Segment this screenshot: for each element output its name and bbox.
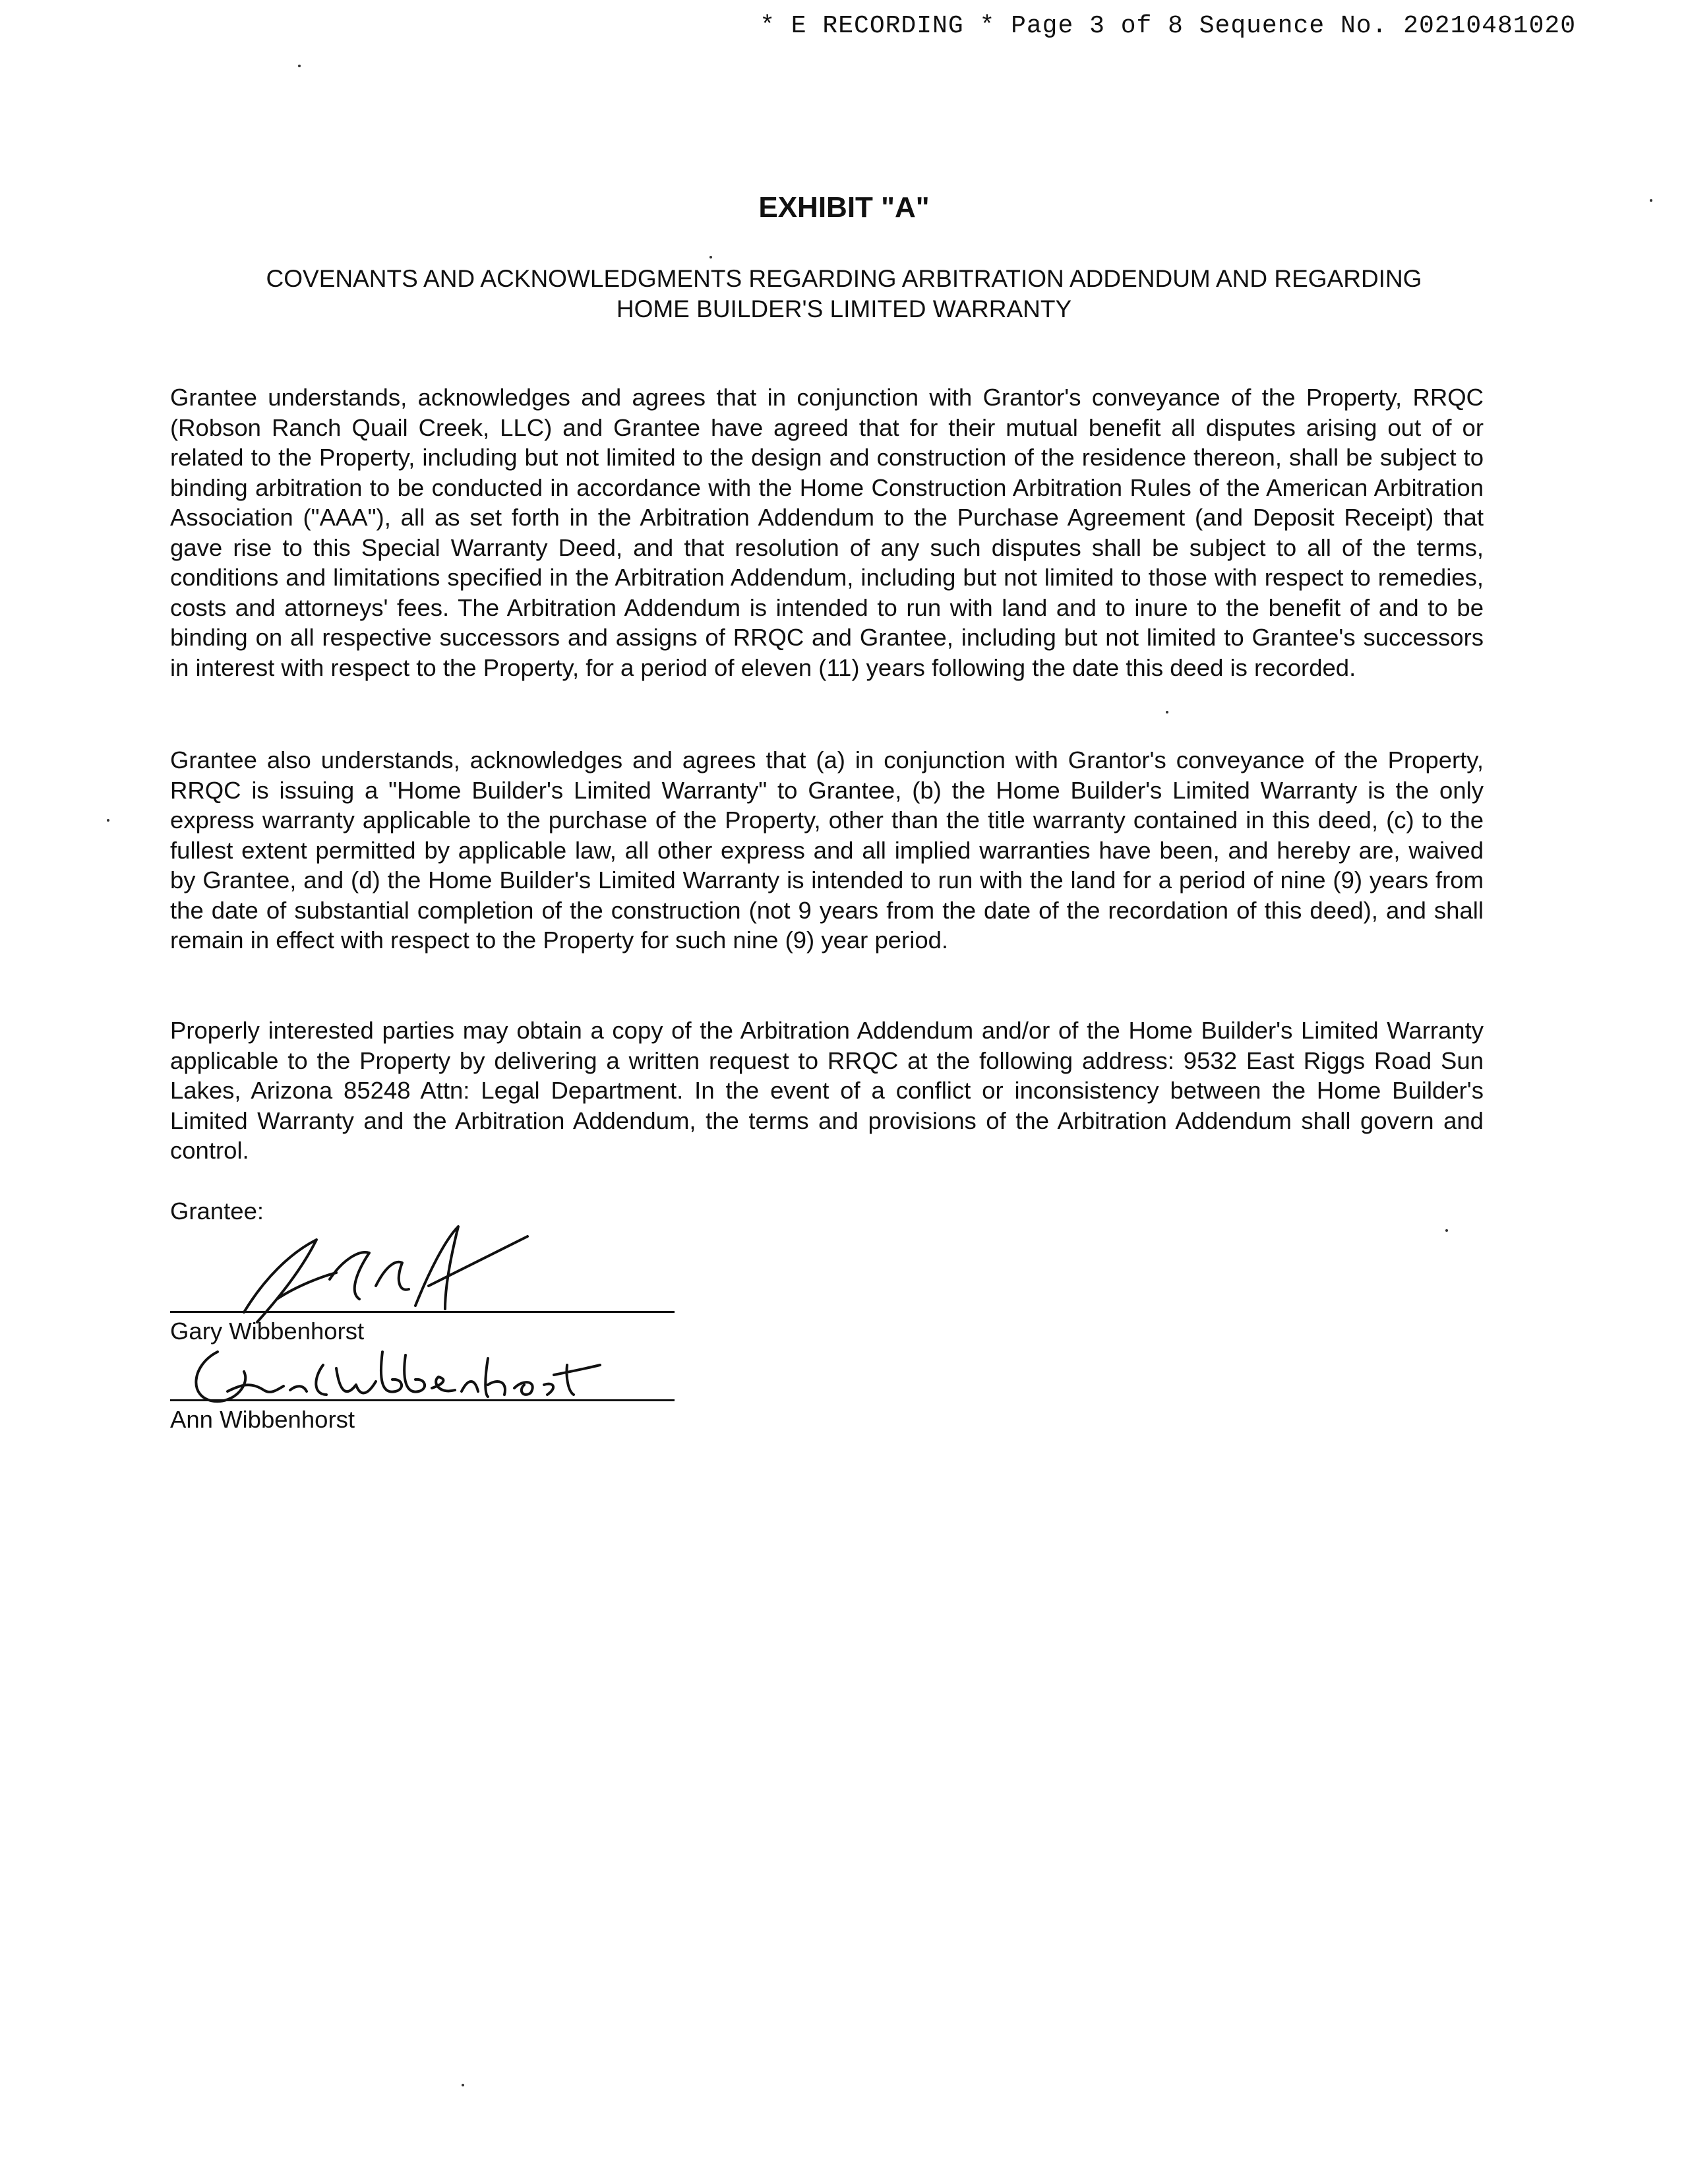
- scan-speck: [1166, 711, 1168, 713]
- scan-speck: [107, 819, 109, 822]
- subtitle-line-2: HOME BUILDER'S LIMITED WARRANTY: [616, 295, 1072, 322]
- exhibit-subtitle: [165, 264, 1523, 324]
- subtitle-line-1: COVENANTS AND ACKNOWLEDGMENTS REGARDING ARBITRATION ADDENDUM AND REGARDING: [266, 265, 1422, 292]
- exhibit-title: EXHIBIT "A": [758, 191, 930, 224]
- signature-1-icon: [218, 1213, 560, 1332]
- signer-1-name: Gary Wibbenhorst: [170, 1318, 365, 1345]
- scan-speck: [462, 2084, 464, 2086]
- signature-line-1: [170, 1311, 675, 1313]
- scan-speck: [298, 65, 301, 67]
- signature-line-2: [170, 1399, 675, 1401]
- scan-speck: [1445, 1229, 1448, 1232]
- signer-2-name: Ann Wibbenhorst: [170, 1406, 355, 1433]
- recording-header: * E RECORDING * Page 3 of 8 Sequence No. 20210481020: [760, 12, 1576, 40]
- paragraph-arbitration: Grantee understands, acknowledges and agrees that in conjunction with Grantor's conveyance of the Property, RRQC (Robson Ranch Quail Creek, LLC) and Grantee have agreed that for their mutual benefit all disputes arising out of or related to the Property, including but not limited to the design and construction of the residence thereon, shall be subject to binding arbitration to be conducted in accordance with the Home Construction Arbitration Rules of the American Arbitration Association ("AAA"), all as set forth in the Arbitration Addendum to the Purchase Agreement (and Deposit Receipt) that gave rise to this Special Warranty Deed, and that resolution of any such disputes shall be subject to all of the terms, conditions and limitations specified in the Arbitration Addendum, including but not limited to those with respect to remedies, costs and attorneys' fees. The Arbitration Addendum is intended to run with land and to inure to the benefit of and to be binding on all respective successors and assigns of RRQC and Grantee, including but not limited to Grantee's successors in interest with respect to the Property, for a period of eleven (11) years following the date this deed is recorded.: [170, 384, 1484, 681]
- paragraph-warranty: Grantee also understands, acknowledges and agrees that (a) in conjunction with Grantor's conveyance of the Property, RRQC is issuing a "Home Builder's Limited Warranty" to Grantee, (b) the Home Builder's Limited Warranty is the only express warranty applicable to the purchase of the Property, other than the title warranty contained in this deed, (c) to the fullest extent permitted by applicable law, all other express and all implied warranties have been, and hereby are, waived by Grantee, and (d) the Home Builder's Limited Warranty is intended to run with the land for a period of nine (9) years from the date of substantial completion of the construction (not 9 years from the date of the recordation of this deed), and shall remain in effect with respect to the Property for such nine (9) year period.: [170, 746, 1484, 954]
- paragraph-copies: Properly interested parties may obtain a copy of the Arbitration Addendum and/or of the Home Builder's Limited Warranty applicable to the Property by delivering a written request to RRQC at the following address: 9532 East Riggs Road Sun Lakes, Arizona 85248 Attn: Legal Department. In the event of a conflict or inconsistency between the Home Builder's Limited Warranty and the Arbitration Addendum, the terms and provisions of the Arbitration Addendum shall govern and control.: [170, 1017, 1484, 1164]
- scan-speck: [1650, 199, 1652, 202]
- scan-speck: [709, 256, 712, 258]
- grantee-label: Grantee:: [170, 1198, 264, 1225]
